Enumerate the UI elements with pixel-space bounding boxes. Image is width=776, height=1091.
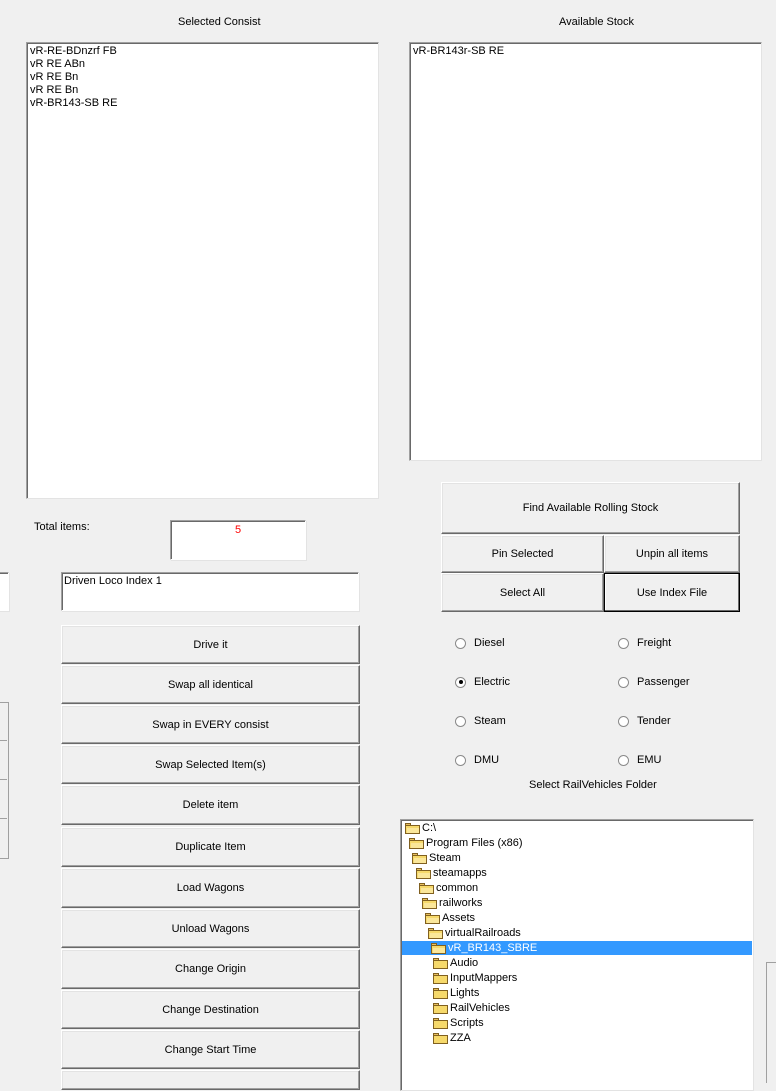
left-edge-field[interactable] xyxy=(0,572,9,611)
total-items-value: 5 xyxy=(234,524,242,536)
drive-it-button[interactable]: Drive it xyxy=(61,625,360,664)
change-start-time-button[interactable]: Change Start Time xyxy=(61,1030,360,1069)
tree-item-inputmappers[interactable] xyxy=(433,971,517,985)
tree-item-label: Program Files (x86) xyxy=(426,837,523,849)
tree-item-label: vR_BR143_SBRE xyxy=(448,942,538,954)
tree-item-label: steamapps xyxy=(433,867,487,879)
left-edge-divider xyxy=(0,779,7,780)
tree-item-label: Lights xyxy=(450,987,480,999)
folder-icon xyxy=(433,1018,448,1029)
swap-every-consist-button[interactable]: Swap in EVERY consist xyxy=(61,705,360,744)
tree-item-label: Assets xyxy=(442,912,476,924)
unload-wagons-button[interactable]: Unload Wagons xyxy=(61,909,360,948)
folder-icon xyxy=(433,988,448,999)
radio-tender[interactable] xyxy=(618,713,671,729)
radio-dmu-circle[interactable] xyxy=(455,755,466,766)
folder-open-icon xyxy=(409,838,424,849)
tree-item-common[interactable] xyxy=(419,881,478,895)
total-items-label: Total items: xyxy=(34,521,90,533)
folder-open-icon xyxy=(425,913,440,924)
use-index-file-button[interactable]: Use Index File xyxy=(604,573,740,612)
folder-icon xyxy=(433,1033,448,1044)
swap-all-identical-button[interactable]: Swap all identical xyxy=(61,665,360,704)
tree-item-label: RailVehicles xyxy=(450,1002,510,1014)
radio-steam-label: Steam xyxy=(474,715,506,727)
consist-item-5[interactable]: vR-BR143-SB RE xyxy=(30,97,118,109)
tree-item-label: C:\ xyxy=(422,822,437,834)
select-folder-heading: Select RailVehicles Folder xyxy=(529,779,657,791)
left-edge-divider xyxy=(0,818,7,819)
tree-item-railvehicles[interactable] xyxy=(433,1001,510,1015)
driven-loco-value: Driven Loco Index 1 xyxy=(64,575,162,587)
radio-emu-label: EMU xyxy=(637,754,662,766)
radio-electric-circle[interactable] xyxy=(455,677,466,688)
tree-item-label: ZZA xyxy=(450,1032,471,1044)
radio-steam[interactable] xyxy=(455,713,506,729)
tree-item-label: Steam xyxy=(429,852,461,864)
available-stock-list[interactable] xyxy=(409,42,762,461)
radio-passenger-label: Passenger xyxy=(637,676,690,688)
find-available-stock-button[interactable]: Find Available Rolling Stock xyxy=(441,482,740,534)
radio-passenger[interactable] xyxy=(618,674,690,690)
radio-tender-label: Tender xyxy=(637,715,671,727)
folder-open-icon xyxy=(405,823,420,834)
available-stock-heading: Available Stock xyxy=(559,16,635,28)
consist-item-4[interactable]: vR RE Bn xyxy=(30,84,79,96)
tree-item-label: common xyxy=(436,882,479,894)
tree-item-label: virtualRailroads xyxy=(445,927,521,939)
tree-item-scripts[interactable] xyxy=(433,1016,484,1030)
select-all-button[interactable]: Select All xyxy=(441,573,604,612)
change-origin-button[interactable]: Change Origin xyxy=(61,949,360,989)
change-destination-button[interactable]: Change Destination xyxy=(61,990,360,1029)
radio-freight-circle[interactable] xyxy=(618,638,629,649)
consist-item-1[interactable]: vR-RE-BDnzrf FB xyxy=(30,45,117,57)
pin-selected-button[interactable]: Pin Selected xyxy=(441,535,604,573)
swap-selected-button[interactable]: Swap Selected Item(s) xyxy=(61,745,360,784)
tree-item-vr-br143-sbre[interactable] xyxy=(402,941,752,955)
delete-item-button[interactable]: Delete item xyxy=(61,785,360,825)
tree-item-assets[interactable] xyxy=(425,911,475,925)
consist-item-3[interactable]: vR RE Bn xyxy=(30,71,79,83)
driven-loco-field[interactable] xyxy=(61,572,359,611)
radio-emu[interactable] xyxy=(618,752,661,768)
next-action-button[interactable] xyxy=(61,1070,360,1090)
tree-item-steamapps[interactable] xyxy=(416,866,487,880)
tree-item-virtualrailroads[interactable] xyxy=(428,926,521,940)
folder-icon xyxy=(433,973,448,984)
tree-item-label: Audio xyxy=(450,957,479,969)
folder-icon xyxy=(433,958,448,969)
radio-electric[interactable] xyxy=(455,674,510,690)
tree-item-steam[interactable] xyxy=(412,851,461,865)
folder-icon xyxy=(433,1003,448,1014)
radio-freight-label: Freight xyxy=(637,637,672,649)
radio-diesel[interactable] xyxy=(455,635,505,651)
left-edge-divider xyxy=(0,740,7,741)
radio-steam-circle[interactable] xyxy=(455,716,466,727)
tree-item-audio[interactable] xyxy=(433,956,478,970)
folder-open-icon xyxy=(416,868,431,879)
total-items-field xyxy=(170,520,306,560)
radio-diesel-label: Diesel xyxy=(474,637,505,649)
folder-open-icon xyxy=(422,898,437,909)
tree-item-program-files[interactable] xyxy=(409,836,523,850)
tree-item-zza[interactable] xyxy=(433,1031,471,1045)
stock-item-1[interactable]: vR-BR143r-SB RE xyxy=(413,45,505,57)
selected-consist-list[interactable] xyxy=(26,42,379,499)
left-edge-panel xyxy=(0,702,9,859)
tree-item-lights[interactable] xyxy=(433,986,479,1000)
tree-item-c-drive[interactable] xyxy=(405,821,436,835)
tree-item-label: InputMappers xyxy=(450,972,518,984)
load-wagons-button[interactable]: Load Wagons xyxy=(61,868,360,908)
radio-dmu-label: DMU xyxy=(474,754,500,766)
radio-diesel-circle[interactable] xyxy=(455,638,466,649)
radio-freight[interactable] xyxy=(618,635,671,651)
radio-tender-circle[interactable] xyxy=(618,716,629,727)
folder-open-icon xyxy=(428,928,443,939)
tree-item-label: Scripts xyxy=(450,1017,484,1029)
radio-emu-circle[interactable] xyxy=(618,755,629,766)
duplicate-item-button[interactable]: Duplicate Item xyxy=(61,827,360,867)
radio-electric-label: Electric xyxy=(474,676,511,688)
radio-dmu[interactable] xyxy=(455,752,499,768)
tree-item-railworks[interactable] xyxy=(422,896,482,910)
unpin-all-button[interactable]: Unpin all items xyxy=(604,535,740,573)
folder-open-icon xyxy=(412,853,427,864)
folder-tree[interactable] xyxy=(400,819,754,1091)
right-edge-panel xyxy=(766,962,776,1083)
tree-item-label: railworks xyxy=(439,897,483,909)
folder-open-icon xyxy=(419,883,434,894)
radio-passenger-circle[interactable] xyxy=(618,677,629,688)
selected-consist-heading: Selected Consist xyxy=(178,16,261,28)
folder-open-icon xyxy=(431,943,446,954)
consist-item-2[interactable]: vR RE ABn xyxy=(30,58,86,70)
